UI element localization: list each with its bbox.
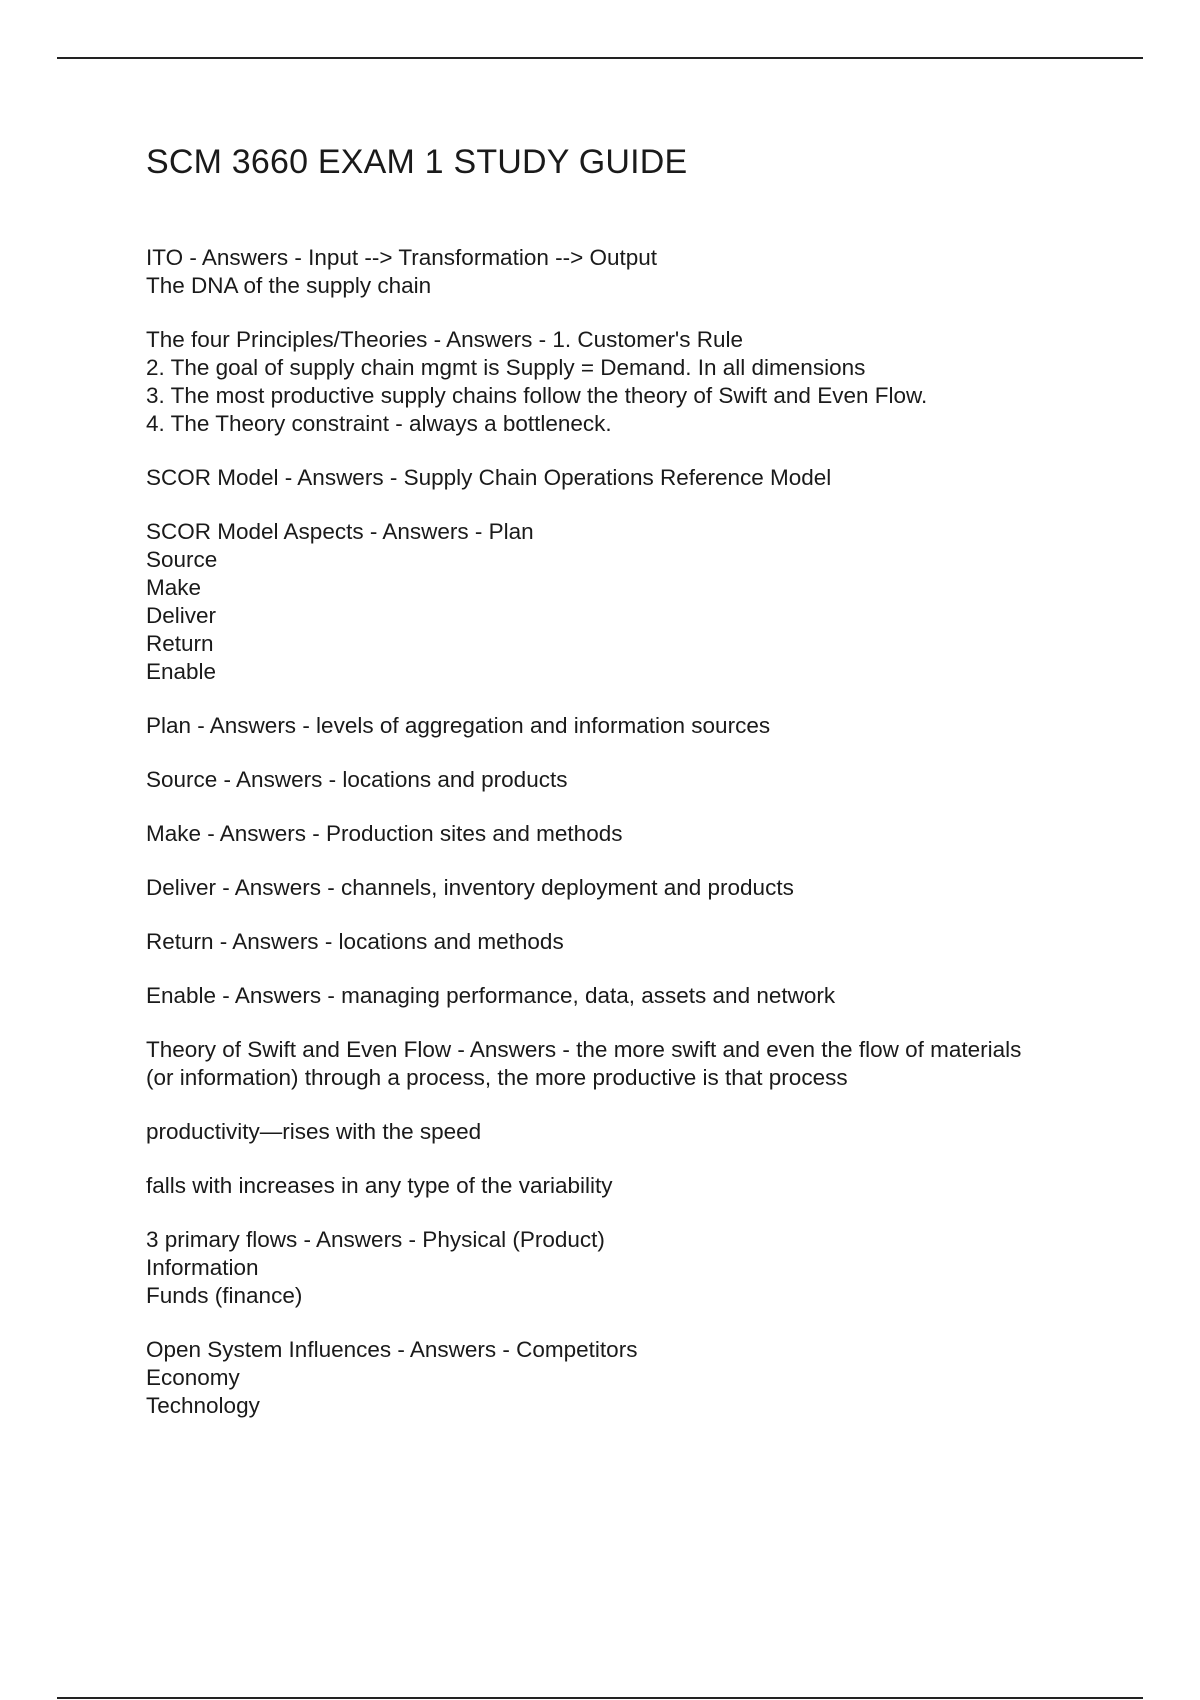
entry-scor-aspects <box>146 518 1106 686</box>
document-body <box>146 142 1106 1446</box>
entry-plan <box>146 712 1106 740</box>
entry-line: Return - Answers - locations and methods <box>146 929 564 954</box>
entry-make <box>146 820 1106 848</box>
entry-line: Return <box>146 631 214 656</box>
entry-line: Open System Influences - Answers - Competitors <box>146 1337 638 1362</box>
entry-scor-model <box>146 464 1106 492</box>
entry-line: Enable <box>146 659 217 684</box>
entry-return <box>146 928 1106 956</box>
entry-variability <box>146 1172 1106 1200</box>
entry-line: The DNA of the supply chain <box>146 273 432 298</box>
entry-line: 2. The goal of supply chain mgmt is Supply = Demand. In all dimensions <box>146 355 866 380</box>
entry-line: The four Principles/Theories - Answers - 1. Customer's Rule <box>146 327 744 352</box>
entry-line: Plan - Answers - levels of aggregation and information sources <box>146 713 771 738</box>
entry-line: Theory of Swift and Even Flow - Answers - the more swift and even the flow of materials <box>146 1037 1022 1062</box>
entry-line: productivity—rises with the speed <box>146 1119 482 1144</box>
entry-line: Source - Answers - locations and products <box>146 767 568 792</box>
entry-line: Information <box>146 1255 259 1280</box>
entry-open-system-influences <box>146 1336 1106 1420</box>
entry-line: Make <box>146 575 202 600</box>
entry-line: (or information) through a process, the more productive is that process <box>146 1065 848 1090</box>
entry-line: SCOR Model - Answers - Supply Chain Operations Reference Model <box>146 465 832 490</box>
entry-line: Funds (finance) <box>146 1283 303 1308</box>
entry-swift-even-flow <box>146 1036 1106 1092</box>
top-rule <box>57 57 1143 59</box>
entry-line: Technology <box>146 1393 260 1418</box>
entry-four-principles <box>146 326 1106 438</box>
bottom-rule <box>57 1697 1143 1699</box>
entry-line: Deliver <box>146 603 217 628</box>
entry-line: Make - Answers - Production sites and methods <box>146 821 623 846</box>
entry-line: 3 primary flows - Answers - Physical (Product) <box>146 1227 605 1252</box>
entry-line: 4. The Theory constraint - always a bottleneck. <box>146 411 612 436</box>
entry-line: ITO - Answers - Input --> Transformation --> Output <box>146 245 658 270</box>
entry-deliver <box>146 874 1106 902</box>
entry-ito <box>146 244 1106 300</box>
entry-primary-flows <box>146 1226 1106 1310</box>
document-title: SCM 3660 EXAM 1 STUDY GUIDE <box>146 143 688 181</box>
entry-line: Deliver - Answers - channels, inventory deployment and products <box>146 875 794 900</box>
entry-line: SCOR Model Aspects - Answers - Plan <box>146 519 534 544</box>
entry-line: Enable - Answers - managing performance, data, assets and network <box>146 983 836 1008</box>
entry-line: 3. The most productive supply chains follow the theory of Swift and Even Flow. <box>146 383 928 408</box>
entry-enable <box>146 982 1106 1010</box>
entry-line: Source <box>146 547 218 572</box>
entry-productivity <box>146 1118 1106 1146</box>
entry-line: Economy <box>146 1365 240 1390</box>
entry-source <box>146 766 1106 794</box>
entry-line: falls with increases in any type of the variability <box>146 1173 613 1198</box>
